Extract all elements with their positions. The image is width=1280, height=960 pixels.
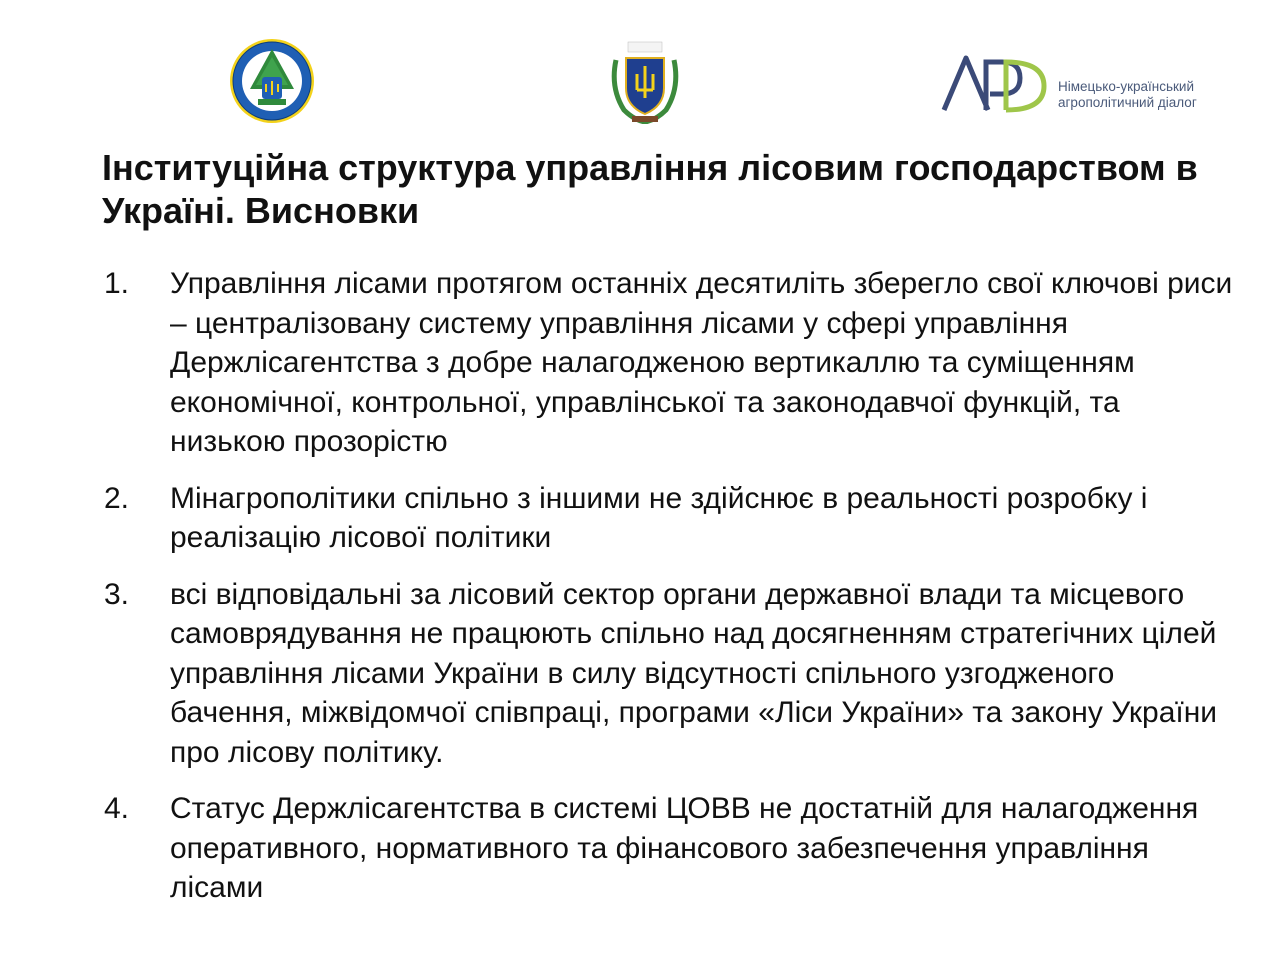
item-number: 3. xyxy=(104,577,130,611)
list-item xyxy=(104,575,1234,773)
slide-title: Інституційна структура управління лісовим господарством в Україні. Висновки xyxy=(102,147,1198,231)
item-text: Мінагрополітики спільно з іншими не здійснює в реальності розробку і реалізацію лісової політики xyxy=(170,481,1148,554)
item-number: 4. xyxy=(104,792,130,825)
apd-logo-icon xyxy=(940,52,1215,114)
item-text: всі відповідальні за лісовий сектор органи державної влади та місцевого самоврядування не працюють спільно над досягненням стратегічних цілей управління лісами України в силу відсутності спільного узгодженого бачення, міжвідомчої співпраці, програми «Ліси України» та закону України про лісову політику. xyxy=(170,577,1218,769)
apd-caption-line2: агрополітичний діалог xyxy=(1058,95,1197,110)
list-item xyxy=(104,264,1234,462)
item-number: 2. xyxy=(104,481,130,515)
apd-caption xyxy=(1058,79,1197,111)
list-item xyxy=(104,479,1234,558)
item-number: 1. xyxy=(104,267,130,300)
conclusions-list xyxy=(104,264,1234,925)
apd-caption-line1: Німецько-український xyxy=(1058,79,1195,94)
list-item xyxy=(104,789,1234,908)
item-text: Статус Держлісагентства в системі ЦОВВ не достатній для налагодження оперативного, нормативного та фінансового забезпечення управління лісами xyxy=(170,792,1199,904)
forestry-university-emblem-icon xyxy=(228,37,316,125)
university-coat-of-arms-icon xyxy=(602,40,688,124)
item-text: Управління лісами протягом останніх десятиліть зберегло свої ключові риси – централізовану систему управління лісами у сфері управління Держлісагентства з добре налагодженою вертикаллю та суміщенням економічної, контрольної, управлінської та законодавчої функцій, та низькою прозорістю xyxy=(170,267,1233,458)
